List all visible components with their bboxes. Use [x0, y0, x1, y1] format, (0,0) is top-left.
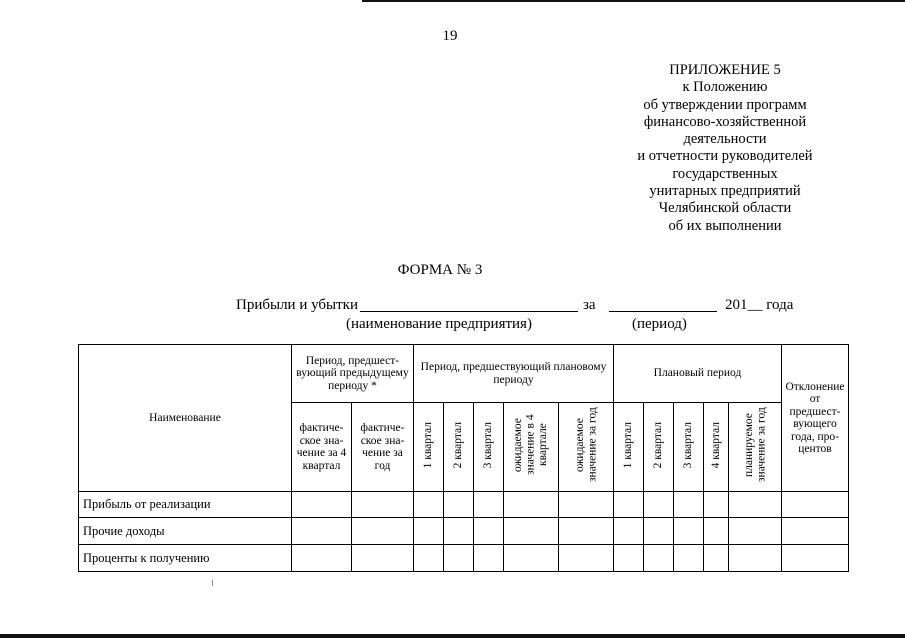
table-cell: [292, 518, 352, 545]
table-cell: [292, 545, 352, 572]
appendix-block: [600, 62, 850, 235]
group-header-prev-prev: Период, предшествующий предыдущему периоду *: [292, 345, 414, 403]
appendix-line: Челябинской области: [658, 200, 792, 217]
table-cell: [614, 492, 644, 518]
enterprise-blank: [360, 297, 578, 312]
table-cell: [444, 492, 474, 518]
enterprise-caption: (наименование предприятия): [346, 316, 532, 332]
appendix-line: к Положению: [682, 79, 768, 96]
col-header-fact-year: фактическое значение за год: [352, 403, 414, 492]
table-cell: [704, 518, 729, 545]
table-cell: [504, 518, 559, 545]
col-header-prev-q1: 1 квартал: [422, 422, 435, 469]
table-cell: [559, 518, 614, 545]
appendix-line: об утверждении программ: [643, 96, 807, 113]
col-header-plan-q4: 4 квартал: [709, 422, 722, 469]
profit-loss-table: [78, 344, 849, 572]
table-cell: [729, 518, 782, 545]
page-number: 19: [442, 28, 458, 44]
group-header-plan: Плановый период: [614, 345, 782, 403]
table-cell: [559, 492, 614, 518]
table-cell: [614, 518, 644, 545]
table-cell: [414, 518, 444, 545]
table-cell: [729, 492, 782, 518]
row-label: Прибыль от реализации: [79, 492, 292, 518]
appendix-line: ПРИЛОЖЕНИЕ 5: [669, 62, 781, 78]
form-title: ФОРМА № 3: [397, 262, 483, 278]
col-header-plan-q1: 1 квартал: [622, 422, 635, 469]
table-cell: [559, 545, 614, 572]
table-cell: [782, 492, 849, 518]
table-cell: [674, 492, 704, 518]
table-cell: [474, 545, 504, 572]
table-cell: [444, 518, 474, 545]
table-cell: [444, 545, 474, 572]
col-header-prev-expected-q4: ожидаемое значение в 4 квартале: [512, 414, 550, 476]
heading-year-label: 201__ года: [725, 297, 794, 313]
table-cell: [504, 545, 559, 572]
table-cell: [644, 545, 674, 572]
col-header-fact-q4: фактическое значение за 4 квартал: [292, 403, 352, 492]
deviation-header: Отклонение от предшествующего года, процентов: [782, 345, 849, 492]
bottom-rule: [0, 634, 905, 638]
appendix-line: об их выполнении: [668, 217, 782, 234]
row-label: Прочие доходы: [79, 518, 292, 545]
table-cell: [704, 492, 729, 518]
table-cell: [729, 545, 782, 572]
table-cell: [352, 492, 414, 518]
appendix-line: и отчетности руководителей: [637, 148, 813, 165]
table-cell: [704, 545, 729, 572]
period-blank: [609, 297, 717, 312]
col-header-plan-year: планируемое значение за год: [742, 407, 767, 483]
col-header-prev-q3: 3 квартал: [482, 422, 495, 469]
table-cell: [504, 492, 559, 518]
table-cell: [644, 492, 674, 518]
scan-mark: [212, 580, 213, 586]
appendix-line: унитарных предприятий: [649, 183, 801, 200]
row-label: Проценты к получению: [79, 545, 292, 572]
table-row: [79, 545, 849, 572]
col-header-prev-expected-year: ожидаемое значение за год: [573, 407, 598, 483]
table-row: [79, 492, 849, 518]
table-cell: [644, 518, 674, 545]
table-cell: [292, 492, 352, 518]
heading-for-label: за: [583, 297, 596, 313]
appendix-line: государственных: [672, 165, 778, 182]
top-rule: [362, 0, 905, 2]
table-cell: [414, 545, 444, 572]
col-header-plan-q3: 3 квартал: [682, 422, 695, 469]
table-cell: [474, 492, 504, 518]
table-cell: [474, 518, 504, 545]
table-cell: [782, 518, 849, 545]
table-row: [79, 518, 849, 545]
appendix-line: деятельности: [683, 131, 767, 148]
col-header-plan-q2: 2 квартал: [652, 422, 665, 469]
col-header-prev-q2: 2 квартал: [452, 422, 465, 469]
table-cell: [414, 492, 444, 518]
table-cell: [782, 545, 849, 572]
table-cell: [674, 518, 704, 545]
name-header: Наименование: [79, 345, 292, 492]
period-caption: (период): [632, 316, 687, 332]
appendix-line: финансово-хозяйственной: [643, 113, 807, 130]
table-cell: [674, 545, 704, 572]
table-cell: [614, 545, 644, 572]
group-header-prev: Период, предшествующий плановому периоду: [414, 345, 614, 403]
heading-prefix: Прибыли и убытки: [236, 297, 358, 313]
table-cell: [352, 518, 414, 545]
table-cell: [352, 545, 414, 572]
